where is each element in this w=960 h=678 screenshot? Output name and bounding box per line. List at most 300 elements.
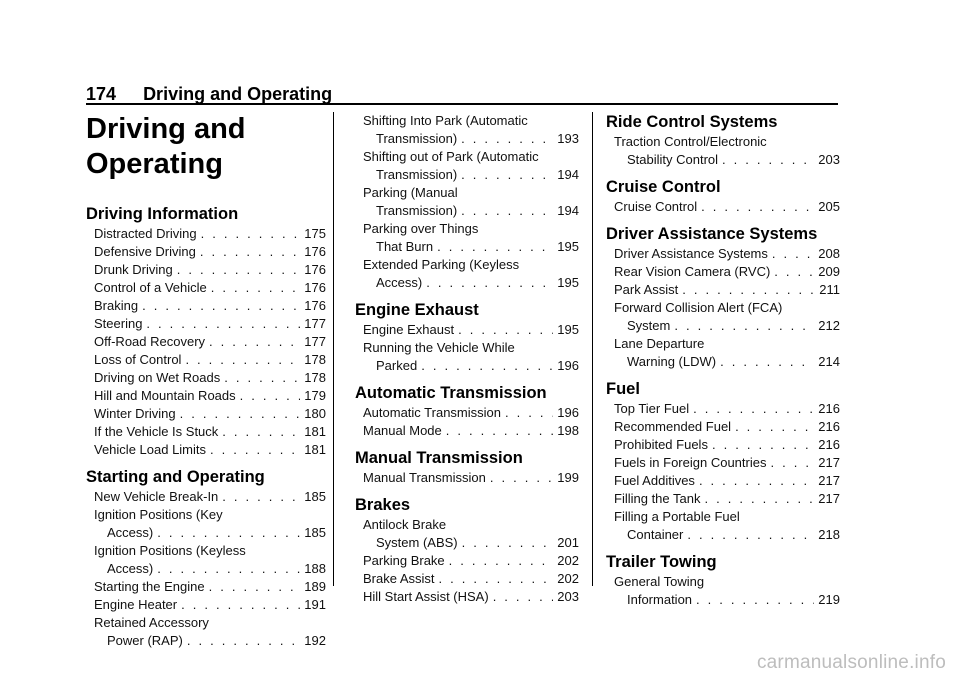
toc-entry-line [363,469,579,487]
toc-entry[interactable] [86,423,326,441]
toc-entry-line [94,524,326,542]
toc-entry-line [614,436,840,454]
toc-entry-line [94,506,326,524]
toc-entry[interactable] [355,422,579,440]
dot-leader [493,588,554,606]
toc-entry-line [94,297,326,315]
dot-leader [461,166,553,184]
dot-leader [682,281,815,299]
toc-entry[interactable] [86,596,326,614]
toc-entry-text: Recommended Fuel [614,419,732,434]
toc-entry-line [94,333,326,351]
dot-leader [210,441,300,459]
section-heading[interactable]: Starting and Operating [86,468,265,486]
toc-entry[interactable] [86,261,326,279]
toc-entry[interactable] [355,588,579,606]
toc-entry-text: General Towing [614,574,705,589]
toc-entry-text: Extended Parking (Keyless [363,257,520,272]
toc-page-number: 178 [304,370,326,385]
dot-leader [426,274,553,292]
dot-leader [185,351,300,369]
toc-entry[interactable] [606,472,840,490]
toc-entry-text: Container [627,527,684,542]
toc-entry-line [94,560,326,578]
toc-entry-text: Drunk Driving [94,262,173,277]
toc-page-number: 203 [557,589,579,604]
toc-entry-line [614,454,840,472]
toc-entry[interactable] [86,279,326,297]
toc-page-number: 185 [304,489,326,504]
dot-leader [201,225,301,243]
toc-entry-text: Retained Accessory [94,615,209,630]
toc-page-number: 202 [557,571,579,586]
toc-section [355,300,579,375]
toc-entry[interactable] [355,339,579,375]
toc-entry[interactable] [355,184,579,220]
toc-section [606,552,840,609]
toc-page-number: 193 [557,131,579,146]
toc-entry[interactable] [606,400,840,418]
toc-entry[interactable] [86,243,326,261]
toc-entry-text: Cruise Control [614,199,698,214]
toc-section [606,224,840,371]
toc-entry-line [614,198,840,216]
section-heading[interactable]: Ride Control Systems [606,113,778,131]
toc-entry-line [363,112,579,130]
toc-page-number: 195 [557,275,579,290]
toc-entry-line [614,353,840,371]
toc-page-number: 198 [557,423,579,438]
toc-entry-text: If the Vehicle Is Stuck [94,424,219,439]
toc-entry-text: Transmission) [376,167,458,182]
toc-entry-text: Power (RAP) [107,633,183,648]
toc-section [86,467,326,650]
toc-page-number: 181 [304,442,326,457]
toc-page-number: 178 [304,352,326,367]
toc-entry-line [94,243,326,261]
toc-column-1 [86,112,326,658]
toc-page-number: 196 [557,358,579,373]
toc-entry-line [363,357,579,375]
toc-entry-line [614,418,840,436]
toc-entry-line [94,369,326,387]
toc-entry-line [94,225,326,243]
toc-entry-text: That Burn [376,239,434,254]
toc-entry-line [94,261,326,279]
toc-entry-text: Traction Control/Electronic [614,134,767,149]
toc-entry-line [363,166,579,184]
dot-leader [142,297,300,315]
dot-leader [505,404,553,422]
toc-page-number: 218 [818,527,840,542]
toc-entry-text: Access) [376,275,423,290]
toc-page-number: 205 [818,199,840,214]
toc-entry-text: New Vehicle Break-In [94,489,219,504]
toc-section [606,112,840,169]
toc-entry-text: Manual Mode [363,423,442,438]
dot-leader [704,490,814,508]
section-heading[interactable]: Driving Information [86,205,239,223]
toc-entry[interactable] [86,542,326,578]
toc-entry-text: Filling the Tank [614,491,701,506]
toc-page-number: 209 [818,264,840,279]
toc-entry-line [94,423,326,441]
toc-page-number: 216 [818,401,840,416]
toc-entry-line [363,148,579,166]
toc-entry-line [363,184,579,202]
dot-leader [687,526,814,544]
toc-page-number: 217 [818,473,840,488]
toc-entry-text: Hill and Mountain Roads [94,388,236,403]
toc-entry-line [94,596,326,614]
toc-page-number: 192 [304,633,326,648]
toc-entry[interactable] [606,245,840,263]
toc-entry-text: Winter Driving [94,406,176,421]
toc-page-number: 177 [304,316,326,331]
toc-page-number: 181 [304,424,326,439]
toc-entry-text: Manual Transmission [363,470,486,485]
dot-leader [240,387,301,405]
toc-page-number: 185 [304,525,326,540]
toc-entry-text: Steering [94,316,143,331]
toc-section [606,379,840,544]
toc-page-number: 196 [557,405,579,420]
toc-entry-text: Vehicle Load Limits [94,442,207,457]
section-heading[interactable]: Manual Transmission [355,449,523,467]
toc-entry-line [363,339,579,357]
toc-entry-line [363,552,579,570]
section-heading[interactable]: Fuel [606,380,640,398]
toc-entry-text: Parking over Things [363,221,479,236]
toc-entry[interactable] [606,436,840,454]
toc-entry-text: Driving on Wet Roads [94,370,221,385]
toc-entry-line [614,281,840,299]
toc-entry[interactable] [86,578,326,596]
toc-page-number: 214 [818,354,840,369]
dot-leader [461,130,553,148]
column-divider [333,112,334,586]
dot-leader [209,333,300,351]
toc-page-number: 216 [818,437,840,452]
toc-entry-text: Transmission) [376,131,458,146]
dot-leader [699,472,814,490]
toc-entry[interactable] [86,506,326,542]
toc-entry-line [614,573,840,591]
toc-entry-line [363,570,579,588]
section-heading[interactable]: Brakes [355,496,411,514]
toc-entry-line [614,263,840,281]
dot-leader [696,591,814,609]
toc-entry[interactable] [355,321,579,339]
toc-entry-text: Rear Vision Camera (RVC) [614,264,771,279]
toc-entry-line [94,488,326,506]
toc-entry-line [363,404,579,422]
page-number: 174 [86,84,117,104]
toc-section [606,177,840,216]
dot-leader [146,315,300,333]
toc-page-number: 201 [557,535,579,550]
dot-leader [222,488,300,506]
toc-entry-text: Engine Exhaust [363,322,455,337]
dot-leader [770,454,814,472]
toc-page-number: 195 [557,239,579,254]
toc-entry-text: Park Assist [614,282,679,297]
toc-page-number: 188 [304,561,326,576]
toc-entry-text: Warning (LDW) [627,354,717,369]
toc-entry-text: Prohibited Fuels [614,437,708,452]
toc-entry-text: Antilock Brake [363,517,447,532]
toc-entry[interactable] [86,488,326,506]
toc-entry[interactable] [355,112,579,148]
toc-entry-text: Stability Control [627,152,719,167]
toc-entry[interactable] [86,405,326,423]
dot-leader [181,596,300,614]
toc-entry-line [614,299,840,317]
toc-entry-text: Driver Assistance Systems [614,246,768,261]
toc-entry-line [614,490,840,508]
toc-entry[interactable] [355,404,579,422]
toc-page-number: 189 [304,579,326,594]
toc-page-number: 217 [818,455,840,470]
toc-section [355,495,579,606]
dot-leader [446,422,554,440]
toc-entry-line [614,317,840,335]
dot-leader [461,202,553,220]
toc-entry-text: System (ABS) [376,535,458,550]
dot-leader [712,436,814,454]
dot-leader [209,578,301,596]
toc-entry-text: Parking (Manual [363,185,458,200]
toc-entry-text: Access) [107,525,154,540]
toc-entry-line [94,542,326,560]
toc-entry-line [363,202,579,220]
toc-page-number: 177 [304,334,326,349]
toc-entry[interactable] [606,335,840,371]
toc-entry-text: Distracted Driving [94,226,197,241]
dot-leader [157,560,300,578]
dot-leader [187,632,300,650]
toc-entry-line [614,245,840,263]
column-divider [592,112,593,586]
dot-leader [224,369,300,387]
dot-leader [720,353,814,371]
dot-leader [200,243,300,261]
dot-leader [722,151,814,169]
toc-entry-text: Parked [376,358,418,373]
toc-entry[interactable] [355,516,579,552]
toc-entry[interactable] [86,315,326,333]
toc-entry-text: Shifting Into Park (Automatic [363,113,528,128]
toc-page-number: 175 [304,226,326,241]
toc-section [355,448,579,487]
toc-page-number: 216 [818,419,840,434]
toc-entry-text: Fuel Additives [614,473,695,488]
toc-entry[interactable] [86,369,326,387]
toc-entry-text: Braking [94,298,139,313]
toc-entry-text: Starting the Engine [94,579,205,594]
toc-page-number: 208 [818,246,840,261]
toc-entry-line [614,526,840,544]
toc-entry-text: Loss of Control [94,352,182,367]
dot-leader [449,552,554,570]
toc-entry[interactable] [86,387,326,405]
chapter-title-line: Driving and [86,113,246,145]
toc-entry[interactable] [606,508,840,544]
toc-entry[interactable] [86,225,326,243]
chapter-title [86,112,326,182]
toc-entry[interactable] [606,490,840,508]
toc-entry-text: Control of a Vehicle [94,280,207,295]
section-heading[interactable]: Engine Exhaust [355,301,479,319]
toc-entry[interactable] [355,552,579,570]
toc-entry-line [363,321,579,339]
toc-entry[interactable] [86,441,326,459]
dot-leader [421,357,553,375]
running-title: Driving and Operating [143,84,333,104]
toc-page-number: 176 [304,262,326,277]
toc-section [355,112,579,292]
toc-entry-line [94,387,326,405]
dot-leader [177,261,301,279]
toc-page-number: 176 [304,244,326,259]
toc-entry-text: Transmission) [376,203,458,218]
watermark: carmanualsonline.info [756,652,946,673]
toc-entry-line [94,405,326,423]
toc-entry[interactable] [86,614,326,650]
toc-entry-text: Lane Departure [614,336,705,351]
toc-entry[interactable] [355,256,579,292]
toc-page-number: 180 [304,406,326,421]
toc-page-number: 203 [818,152,840,167]
header-rule [86,103,838,105]
toc-entry-text: Brake Assist [363,571,435,586]
toc-entry[interactable] [606,454,840,472]
dot-leader [157,524,300,542]
toc-entry[interactable] [355,570,579,588]
section-heading[interactable]: Trailer Towing [606,553,717,571]
dot-leader [437,238,553,256]
toc-entry[interactable] [606,573,840,609]
toc-page-number: 176 [304,298,326,313]
toc-page-number: 202 [557,553,579,568]
toc-entry-line [363,238,579,256]
toc-column-3 [606,112,840,617]
toc-entry-text: Shifting out of Park (Automatic [363,149,539,164]
toc-entry-line [614,508,840,526]
toc-page-number: 217 [818,491,840,506]
toc-page-number: 211 [819,282,840,297]
dot-leader [462,534,554,552]
chapter-title-line: Operating [86,148,223,180]
toc-entry-line [363,516,579,534]
toc-page-number: 212 [818,318,840,333]
toc-page-number: 194 [557,203,579,218]
toc-entry[interactable] [606,418,840,436]
toc-entry-line [94,614,326,632]
toc-entry-line [614,133,840,151]
toc-section [355,383,579,440]
toc-entry-line [614,335,840,353]
toc-entry[interactable] [606,133,840,169]
toc-entry-line [614,591,840,609]
toc-entry-text: Information [627,592,693,607]
toc-entry-text: Hill Start Assist (HSA) [363,589,489,604]
toc-entry[interactable] [606,281,840,299]
dot-leader [211,279,301,297]
toc-entry-line [363,256,579,274]
toc-entry-text: Fuels in Foreign Countries [614,455,767,470]
dot-leader [439,570,554,588]
toc-entry[interactable] [86,333,326,351]
toc-entry[interactable] [606,299,840,335]
toc-page-number: 195 [557,322,579,337]
toc-entry-line [363,422,579,440]
toc-page-number: 176 [304,280,326,295]
toc-entry[interactable] [355,469,579,487]
toc-entry-line [94,351,326,369]
toc-column-2 [355,112,579,614]
toc-entry[interactable] [86,351,326,369]
toc-entry-text: System [627,318,671,333]
toc-entry-line [363,534,579,552]
dot-leader [701,198,814,216]
toc-entry-line [94,279,326,297]
dot-leader [458,321,553,339]
toc-entry-text: Engine Heater [94,597,178,612]
toc-page-number: 191 [304,597,326,612]
dot-leader [180,405,301,423]
section-heading[interactable]: Cruise Control [606,178,721,196]
toc-page-number: 179 [304,388,326,403]
toc-entry-text: Automatic Transmission [363,405,501,420]
toc-entry-line [363,130,579,148]
toc-page-number: 219 [818,592,840,607]
dot-leader [674,317,814,335]
toc-entry-text: Forward Collision Alert (FCA) [614,300,783,315]
toc-entry[interactable] [606,263,840,281]
toc-page-number: 199 [557,470,579,485]
toc-page-number: 194 [557,167,579,182]
dot-leader [774,263,814,281]
toc-entry-line [363,220,579,238]
toc-entry-text: Ignition Positions (Keyless [94,543,246,558]
dot-leader [222,423,300,441]
toc-entry-line [94,441,326,459]
toc-entry[interactable] [355,148,579,184]
toc-entry-line [614,400,840,418]
section-heading[interactable]: Automatic Transmission [355,384,547,402]
toc-entry-line [363,274,579,292]
toc-entry-line [94,578,326,596]
toc-entry-text: Top Tier Fuel [614,401,690,416]
toc-entry[interactable] [606,198,840,216]
toc-entry-text: Filling a Portable Fuel [614,509,740,524]
section-heading[interactable]: Driver Assistance Systems [606,225,818,243]
dot-leader [490,469,553,487]
toc-entry-line [94,315,326,333]
toc-section [86,204,326,459]
toc-entry[interactable] [355,220,579,256]
toc-entry-text: Defensive Driving [94,244,196,259]
page-header [86,84,332,105]
toc-entry-text: Ignition Positions (Key [94,507,223,522]
toc-entry-text: Parking Brake [363,553,445,568]
toc-entry-line [614,151,840,169]
toc-entry-line [614,472,840,490]
toc-entry[interactable] [86,297,326,315]
dot-leader [693,400,814,418]
toc-entry-line [363,588,579,606]
